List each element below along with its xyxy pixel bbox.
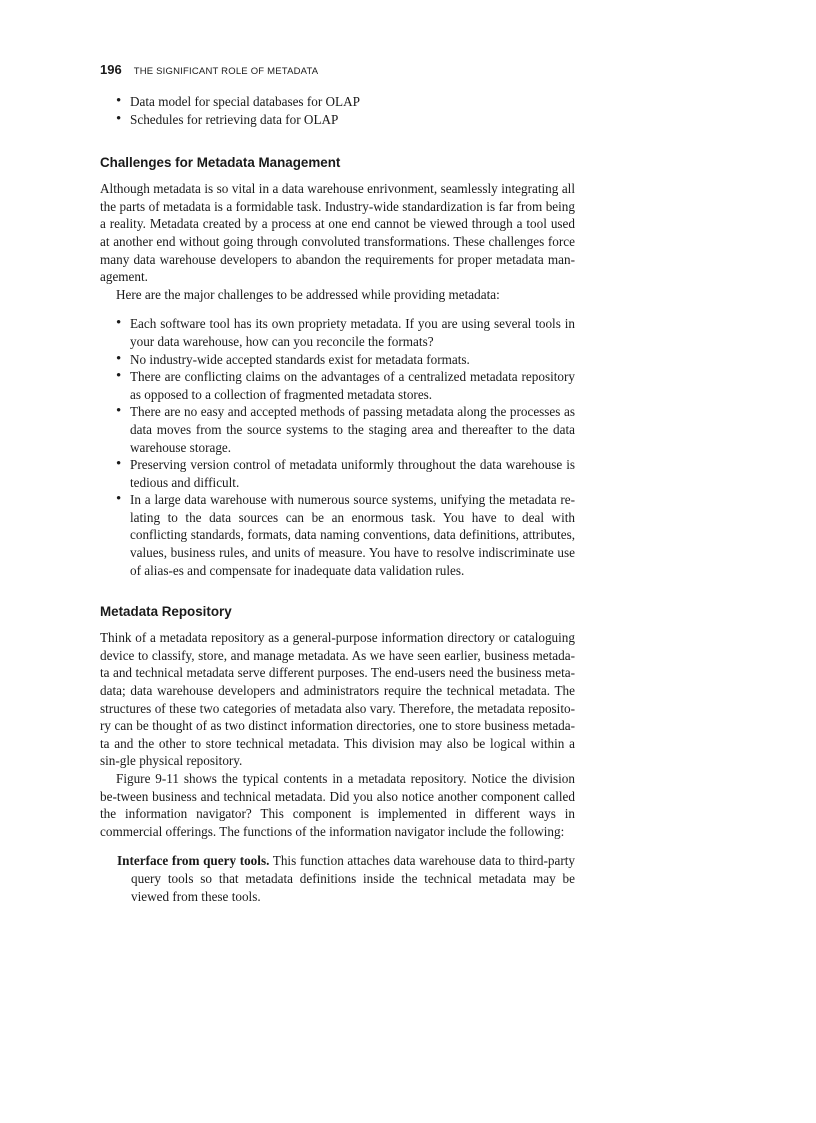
list-item: • No industry-wide accepted standards exist for metadata formats. — [116, 351, 575, 369]
list-item: • Schedules for retrieving data for OLAP — [116, 111, 575, 129]
list-item: • There are no easy and accepted methods of passing metadata along the processes as data moves from the source systems to the staging area and thereafter to the data warehouse storage. — [116, 403, 575, 456]
section-heading-challenges: Challenges for Metadata Management — [100, 155, 341, 171]
page-number: 196 — [100, 62, 122, 77]
list-item: • In a large data warehouse with numerous source systems, unifying the metadata re-lating to the data sources can be an enormous task. You have to deal with conflicting standards, formats, data naming conventions, data definitions, attributes, values, business rules, and units of measure. You have to resolve indiscriminate use of alias-es and compensate for inadequate data validation rules. — [116, 491, 575, 579]
list-item: • There are conflicting claims on the advantages of a centralized metadata repository as opposed to a collection of fragmented metadata stores. — [116, 368, 575, 403]
olap-bullet-list — [100, 93, 575, 128]
list-item: • Data model for special databases for OLAP — [116, 93, 575, 111]
section-heading-repository: Metadata Repository — [100, 604, 232, 620]
challenges-intro: Here are the major challenges to be addressed while providing metadata: — [116, 286, 500, 302]
page-body — [100, 93, 575, 905]
definition-term: Interface from query tools. — [117, 853, 270, 869]
challenges-bullet-list — [100, 315, 575, 579]
repository-paragraph-1: Think of a metadata repository as a general-purpose information directory or cataloguing device to classify, store, and manage metadata. As we have seen earlier, business metada-ta and technical metadata serve different purposes. The end-users need the business meta-data; data warehouse developers and administrators require the technical metadata. The structures of these two categories of metadata also vary. Therefore, the metadata reposito-ry can be thought of as two distinct information directories, one to store business metada-ta and the other to store technical metadata. This division may also be logical within a sin-gle physical repository. — [100, 630, 575, 769]
running-head: THE SIGNIFICANT ROLE OF METADATA — [133, 66, 319, 77]
repository-paragraph-2: Figure 9-11 shows the typical contents in a metadata repository. Notice the division be-tween business and technical metadata. Did you also notice another component called the information navigator? This component is implemented in different ways in commercial offerings. The functions of the information navigator include the following: — [100, 771, 575, 839]
list-item: • Each software tool has its own propriety metadata. If you are using several tools in your data warehouse, how can you reconcile the formats? — [116, 315, 575, 350]
definition-text: This function attaches data warehouse data to third-party query tools so that metadata definitions inside the technical metadata may be viewed from these tools. — [131, 853, 575, 904]
page-header — [100, 62, 318, 77]
challenges-paragraph: Although metadata is so vital in a data warehouse enrivonment, seamlessly integrating all the parts of metadata is a formidable task. Industry-wide standardization is far from being a reality. Metadata created by a process at one end cannot be viewed through a tool used at another end without going through convoluted transformations. These challenges force many data warehouse developers to abandon the requirements for proper metadata man-agement. — [100, 181, 575, 285]
list-item: • Preserving version control of metadata uniformly throughout the data warehouse is tedious and difficult. — [116, 456, 575, 491]
definition-entry — [117, 852, 575, 905]
